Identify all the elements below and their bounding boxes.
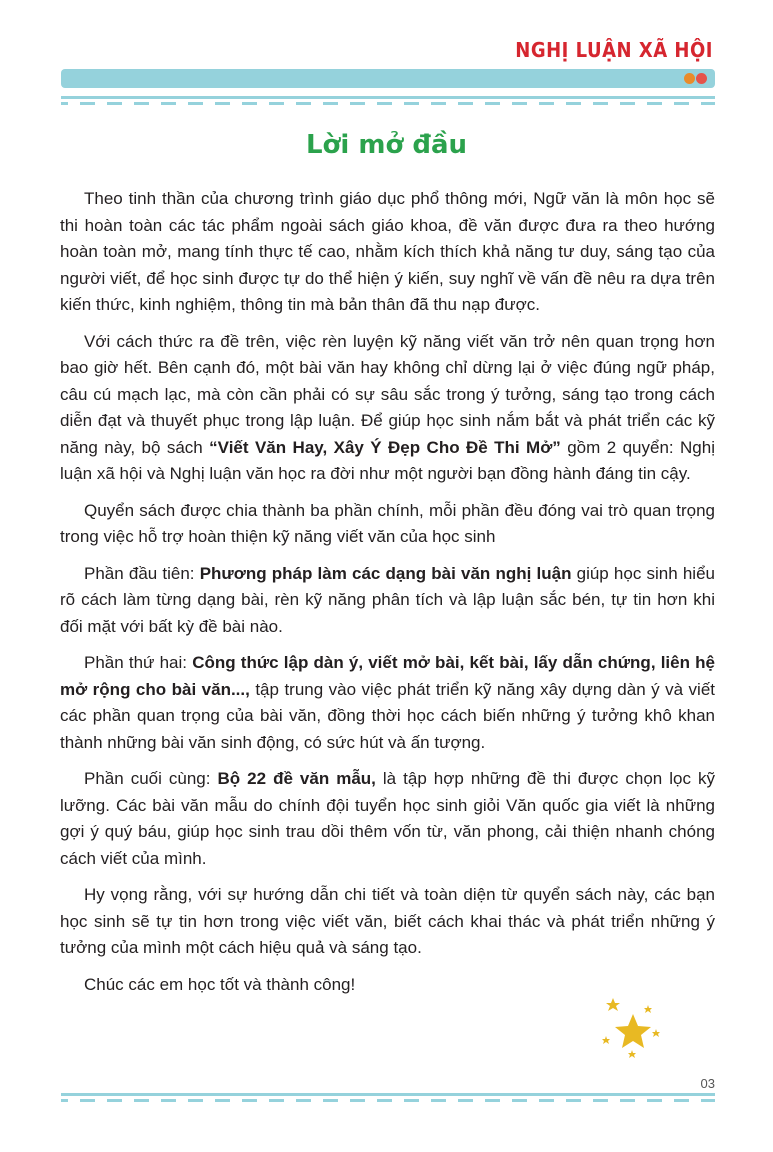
header-dashed-rule [61,102,715,105]
footer-rule [61,1093,715,1096]
text: Chúc các em học tốt và thành công! [84,974,356,994]
text: Phần thứ hai: [84,653,193,672]
paragraph [60,766,715,872]
page-number: 03 [700,1076,715,1091]
book-title: “Viết Văn Hay, Xây Ý Đẹp Cho Đề Thi Mở” [209,437,561,457]
paragraph [60,329,715,488]
footer-dashed-rule [61,1099,715,1102]
header-bar [61,69,715,88]
paragraph [60,972,715,999]
paragraph [60,561,715,641]
red-dot-icon [696,73,707,84]
body-text [60,186,715,1008]
bold-text: Công thức lập dàn ý, viết mở bài, kết bài, lấy dẫn chứng, liên hệ mở rộng cho bài văn..., [60,653,715,699]
text: giúp học sinh hiểu rõ cách làm từng dạng bài, rèn kỹ năng phân tích và lập luận sắc bén, tự tin hơn khi đối mặt với bất kỳ đề bài nào. [60,563,715,636]
paragraph [60,498,715,551]
text: gồm 2 quyển: Nghị luận xã hội và Nghị luận văn học ra đời như một người bạn đồng hành đáng tin cậy. [60,437,715,483]
paragraph [60,186,715,319]
orange-dot-icon [684,73,695,84]
star-icon [606,998,620,1011]
bold-text: Bộ 22 đề văn mẫu, [217,769,376,788]
paragraph [60,882,715,962]
text: Hy vọng rằng, với sự hướng dẫn chi tiết và toàn diện từ quyển sách này, các bạn học sinh sẽ tự tin hơn trong việc viết văn, biết cách khai thác và phát triển những ý tưởng của mình một cách hiệu quả và sáng tạo. [60,885,715,957]
stars-icon [598,996,668,1062]
star-icon [628,1050,636,1058]
text: Với cách thức ra đề trên, việc rèn luyện kỹ năng viết văn trở nên quan trọng hơn bao giờ hết. Bên cạnh đó, một bài văn hay không chỉ dừng lại ở việc đúng ngữ pháp, câu cú mạch lạc, mà còn cần phải có sự sâu sắc trong ý tưởng, sáng tạo trong cách diễn đạt và thuyết phục trong lập luận. Để giúp học sinh nắm bắt và phát triển các kỹ năng này, bộ sách [60,331,715,457]
star-icon [644,1005,652,1013]
paragraph [60,650,715,756]
star-icon [615,1014,651,1048]
text: Theo tinh thần của chương trình giáo dục phổ thông mới, Ngữ văn là môn học sẽ thi hoàn toàn các tác phẩm ngoài sách giáo khoa, đề văn được đưa ra theo hướng hoàn toàn mở, mang tính thực tế cao, nhằm kích thích khả năng tư duy, sáng tạo của người viết, để học sinh được tự do thể hiện ý kiến, suy nghĩ về vấn đề nêu ra dựa trên kiến thức, kinh nghiệm, thông tin mà bản thân đã thu nạp được. [60,189,715,314]
text: Phần cuối cùng: [84,769,218,788]
header-rule [61,96,715,99]
text: tập trung vào việc phát triển kỹ năng xây dựng dàn ý và viết các phần quan trọng của bài văn, đồng thời học cách biến những ý tưởng khô khan thành những bài văn sinh động, có sức hút và ấn tượng. [60,679,716,752]
star-icon [652,1029,660,1037]
section-label: NGHỊ LUẬN XÃ HỘI [515,38,713,63]
star-icon [602,1036,610,1044]
page-title: Lời mở đầu [305,130,468,160]
text: Quyển sách được chia thành ba phần chính, mỗi phần đều đóng vai trò quan trọng trong việc hỗ trợ hoàn thiện kỹ năng viết văn của học sinh [60,500,715,546]
text: Phần đầu tiên: [84,563,200,583]
text: là tập hợp những đề thi được chọn lọc kỹ lưỡng. Các bài văn mẫu do chính đội tuyển học sinh giỏi Văn quốc gia viết là những gợi ý quý báu, giúp học sinh trau dồi thêm vốn từ, văn phong, cải thiện nhanh chóng cách viết của mình. [60,769,716,868]
bold-text: Phương pháp làm các dạng bài văn nghị luận [199,563,572,583]
